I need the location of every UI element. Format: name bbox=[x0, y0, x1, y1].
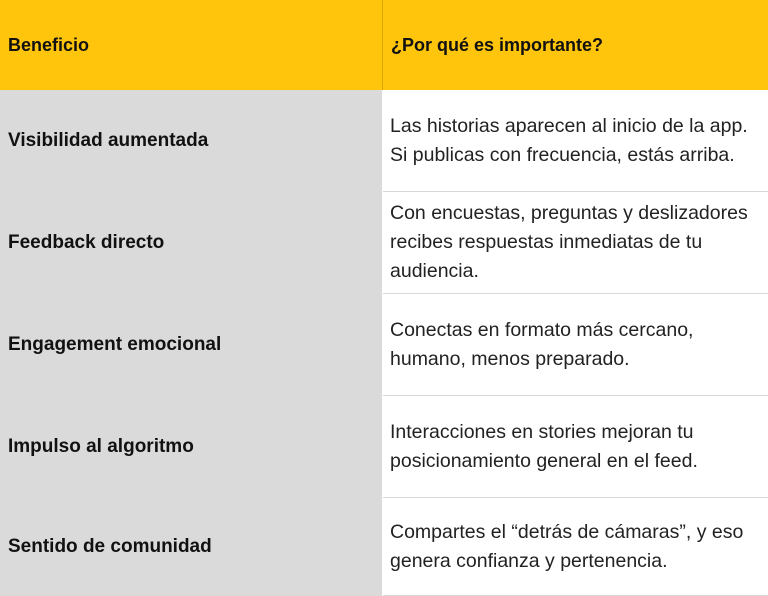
header-why-important: ¿Por qué es importante? bbox=[383, 0, 768, 90]
table-row-reason: Las historias aparecen al inicio de la app. Si publicas con frecuencia, estás arriba. bbox=[383, 90, 768, 192]
table-row-reason: Compartes el “detrás de cámaras”, y eso genera confianza y pertenencia. bbox=[383, 498, 768, 596]
header-benefit: Beneficio bbox=[0, 0, 383, 90]
table-row-reason: Interacciones en stories mejoran tu posicionamiento general en el feed. bbox=[383, 396, 768, 498]
table-row-benefit: Sentido de comunidad bbox=[0, 498, 383, 596]
table-row-benefit: Feedback directo bbox=[0, 192, 383, 294]
table-row-benefit: Impulso al algoritmo bbox=[0, 396, 383, 498]
table-row-reason: Conectas en formato más cercano, humano, menos preparado. bbox=[383, 294, 768, 396]
table-row-benefit: Visibilidad aumentada bbox=[0, 90, 383, 192]
table-row-reason: Con encuestas, preguntas y deslizadores recibes respuestas inmediatas de tu audiencia. bbox=[383, 192, 768, 294]
table-row-benefit: Engagement emocional bbox=[0, 294, 383, 396]
